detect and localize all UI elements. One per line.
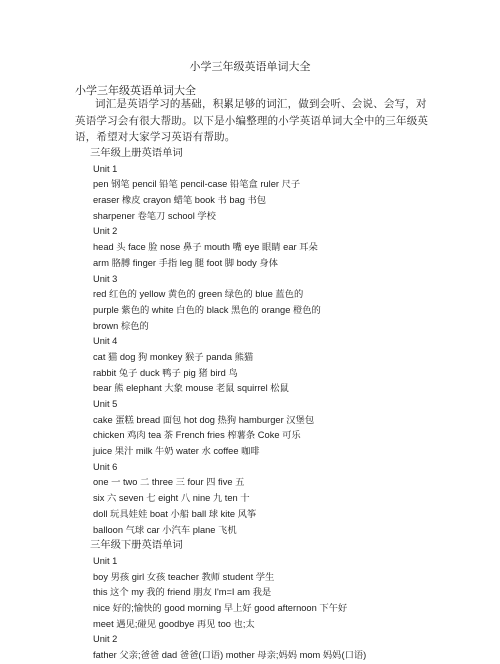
word-line: doll 玩具娃娃 boat 小船 ball 球 kite 风筝 <box>93 508 257 519</box>
unit-heading: Unit 1 <box>93 163 118 174</box>
unit-heading: Unit 3 <box>93 273 118 284</box>
section-heading: 三年级上册英语单词 <box>90 148 183 159</box>
word-line: juice 果汁 milk 牛奶 water 水 coffee 咖啡 <box>93 446 260 457</box>
word-line: chicken 鸡肉 tea 茶 French fries 榨薯条 Coke 可乐 <box>93 430 301 441</box>
word-line: pen 钢笔 pencil 铅笔 pencil-case 铅笔盒 ruler 尺子 <box>93 179 301 190</box>
word-line: arm 胳膊 finger 手指 leg 腿 foot 脚 body 身体 <box>93 257 278 268</box>
word-line: rabbit 兔子 duck 鸭子 pig 猪 bird 鸟 <box>93 367 238 378</box>
word-line: brown 棕色的 <box>93 320 149 331</box>
word-line: balloon 气球 car 小汽车 plane 飞机 <box>93 524 237 535</box>
word-line: boy 男孩 girl 女孩 teacher 教师 student 学生 <box>93 571 275 582</box>
word-line: head 头 face 脸 nose 鼻子 mouth 嘴 eye 眼睛 ear 耳朵 <box>93 242 318 253</box>
word-line: cat 猫 dog 狗 monkey 猴子 panda 熊猫 <box>93 351 254 362</box>
word-line: sharpener 卷笔刀 school 学校 <box>93 210 216 221</box>
section-heading: 三年级下册英语单词 <box>90 540 183 552</box>
word-line: six 六 seven 七 eight 八 nine 九 ten 十 <box>93 493 250 504</box>
word-line: meet 遇见;碰见 goodbye 再见 too 也;太 <box>93 618 255 629</box>
unit-heading: Unit 4 <box>93 336 118 347</box>
unit-heading: Unit 1 <box>93 555 118 566</box>
document-subtitle: 小学三年级英语单词大全 <box>75 85 196 97</box>
word-line: father 父亲;爸爸 dad 爸爸(口语) mother 母亲;妈妈 mom 妈妈(口语) <box>93 650 367 660</box>
word-line: this 这个 my 我的 friend 朋友 I'm=I am 我是 <box>93 587 272 598</box>
word-line: cake 蛋糕 bread 面包 hot dog 热狗 hamburger 汉堡包 <box>93 414 315 425</box>
unit-heading: Unit 2 <box>93 634 118 645</box>
word-line: purple 紫色的 white 白色的 black 黑色的 orange 橙色的 <box>93 304 321 315</box>
unit-heading: Unit 2 <box>93 226 118 237</box>
word-line: one 一 two 二 three 三 four 四 five 五 <box>93 477 245 488</box>
vocabulary-list <box>90 146 473 664</box>
document-title: 小学三年级英语单词大全 <box>189 61 311 73</box>
word-line: red 红色的 yellow 黄色的 green 绿色的 blue 蓝色的 <box>93 289 304 300</box>
intro-paragraph: 词汇是英语学习的基础，积累足够的词汇，做到会听、会说、会写，对英语学习会有很大帮助。以下是小编整理的小学英语单词大全中的三年级英语，希望对大家学习英语有帮助。 <box>75 99 429 143</box>
unit-heading: Unit 5 <box>93 399 118 409</box>
unit-heading: Unit 6 <box>93 461 118 472</box>
word-line: nice 好的;愉快的 good morning 早上好 good afternoon 下午好 <box>93 602 348 613</box>
word-line: bear 熊 elephant 大象 mouse 老鼠 squirrel 松鼠 <box>93 383 289 394</box>
word-line: eraser 橡皮 crayon 蜡笔 book 书 bag 书包 <box>93 195 267 206</box>
